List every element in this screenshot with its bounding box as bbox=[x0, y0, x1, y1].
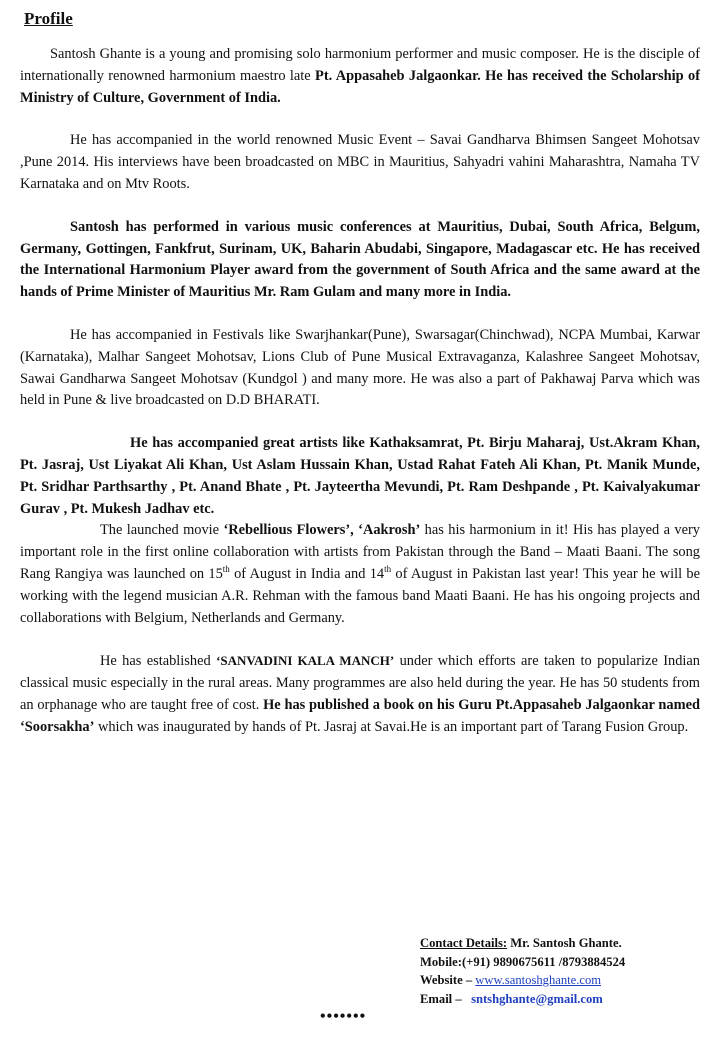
paragraph-artists: He has accompanied great artists like Kathaksamrat, Pt. Birju Maharaj, Ust.Akram Khan, Pt. Jasraj, Ust Liyakat Ali Khan, Ust Aslam Hussain Khan, Ustad Rahat Fateh Ali Khan, Pt. Manik Munde, Pt. Sridhar Parthsarthy , Pt. Anand Bhate , Pt. Jayteertha Mevundi, Pt. Ram Deshpande , Pt. Kaivalyakumar Gurav , Pt. Mukesh Jadhav etc. bbox=[20, 435, 700, 517]
contact-details bbox=[420, 934, 700, 1008]
superscript-th-1: th bbox=[222, 564, 230, 575]
paragraph-kala-manch bbox=[20, 650, 700, 738]
intro-bold-text: Pt. Appasaheb Jalgaonkar. He has received the Scholarship of Ministry of Culture, Government of India. bbox=[20, 67, 700, 106]
contact-name: Mr. Santosh Ghante. bbox=[507, 936, 622, 950]
website-label: Website – bbox=[420, 973, 476, 987]
movie-aakrosh: ‘Aakrosh’ bbox=[358, 522, 421, 539]
kala-manch-text-e: which was inaugurated by hands of Pt. Jasraj at Savai.He is an important part of Tarang Fusion Group. bbox=[94, 718, 689, 735]
movie-comma: , bbox=[350, 522, 359, 539]
movies-text-d: of August in Pakistan last year! This year he will be working with the legend musician A.R. Rehman with the famous band Maati Baani. He has his ongoing projects and collaborations with Belgium, Netherlands and Germany. bbox=[20, 565, 700, 626]
page-title: Profile bbox=[24, 9, 73, 28]
book-published-text: He has published a book on his Guru Pt.Appasaheb Jalgaonkar named ‘Soorsakha’ bbox=[20, 696, 700, 735]
paragraph-festivals: He has accompanied in Festivals like Swarjhankar(Pune), Swarsagar(Chinchwad), NCPA Mumbai, Karwar (Karnataka), Malhar Sangeet Mohotsav, Lions Club of Pune Musical Extravaganza, Kalashree Sangeet Mohotsav, Sawai Gandharwa Sangeet Mohotsav (Kundgol ) and many more. He was also a part of Pakhawaj Parva which was held in Pune & live broadcasted on D.D BHARATI. bbox=[20, 326, 700, 409]
email-label: Email – bbox=[420, 991, 465, 1006]
contact-label: Contact Details: bbox=[420, 936, 508, 950]
intro-text: Santosh Ghante is a young and promising solo harmonium performer and music composer. He is the disciple of internationally renowned harmonium maestro late bbox=[20, 46, 700, 84]
contact-email-row bbox=[420, 990, 700, 1009]
email-link[interactable]: sntshghante@gmail.com bbox=[471, 991, 603, 1006]
paragraph-events: He has accompanied in the world renowned Music Event – Savai Gandharva Bhimsen Sangeet Mohotsav ,Pune 2014. His interviews have been broadcasted on MBC in Mauritius, Sahyadri vahini Maharashtra, Namaha TV Karnataka and on Mtv Roots. bbox=[20, 132, 700, 192]
website-link[interactable]: www.santoshghante.com bbox=[475, 973, 602, 987]
movies-text-b: has his harmonium in it! His has played a very important role in the first online collaboration with artists from Pakistan through the Band – Maati Baani. The song Rang Rangiya was launched on 15 bbox=[20, 522, 700, 582]
kala-manch-text-a: He has established bbox=[100, 653, 217, 670]
paragraph-intro bbox=[20, 44, 700, 109]
superscript-th-2: th bbox=[384, 564, 392, 575]
contact-mobile: Mobile:(+91) 9890675611 /8793884524 bbox=[420, 954, 626, 969]
contact-website-row bbox=[420, 971, 700, 990]
movies-text-c: of August in India and 14 bbox=[229, 565, 385, 582]
profile-document bbox=[20, 8, 700, 739]
movie-rebellious-flowers: ‘Rebellious Flowers’ bbox=[223, 522, 351, 539]
kala-manch-name: ‘SANVADINI KALA MANCH’ bbox=[216, 653, 395, 669]
footer-dots: ••••••• bbox=[320, 1008, 367, 1025]
paragraph-movies bbox=[20, 520, 700, 629]
contact-header bbox=[420, 934, 700, 953]
movies-text-a: The launched movie bbox=[100, 522, 224, 539]
paragraph-conferences: Santosh has performed in various music conferences at Mauritius, Dubai, South Africa, Belgum, Germany, Gottingen, Fankfrut, Surinam, UK, Baharin Abudabi, Singapore, Madagascar etc. He has received the International Harmonium Player award from the government of South Africa and the same award at the hands of Prime Minister of Mauritius Mr. Ram Gulam and many more in India. bbox=[20, 218, 700, 301]
kala-manch-text-c: under which efforts are taken to popularize Indian classical music especially in the rural areas. Many programmes are also held during the year. He has 50 students from an orphanage who are taught free of cost. bbox=[20, 653, 700, 713]
